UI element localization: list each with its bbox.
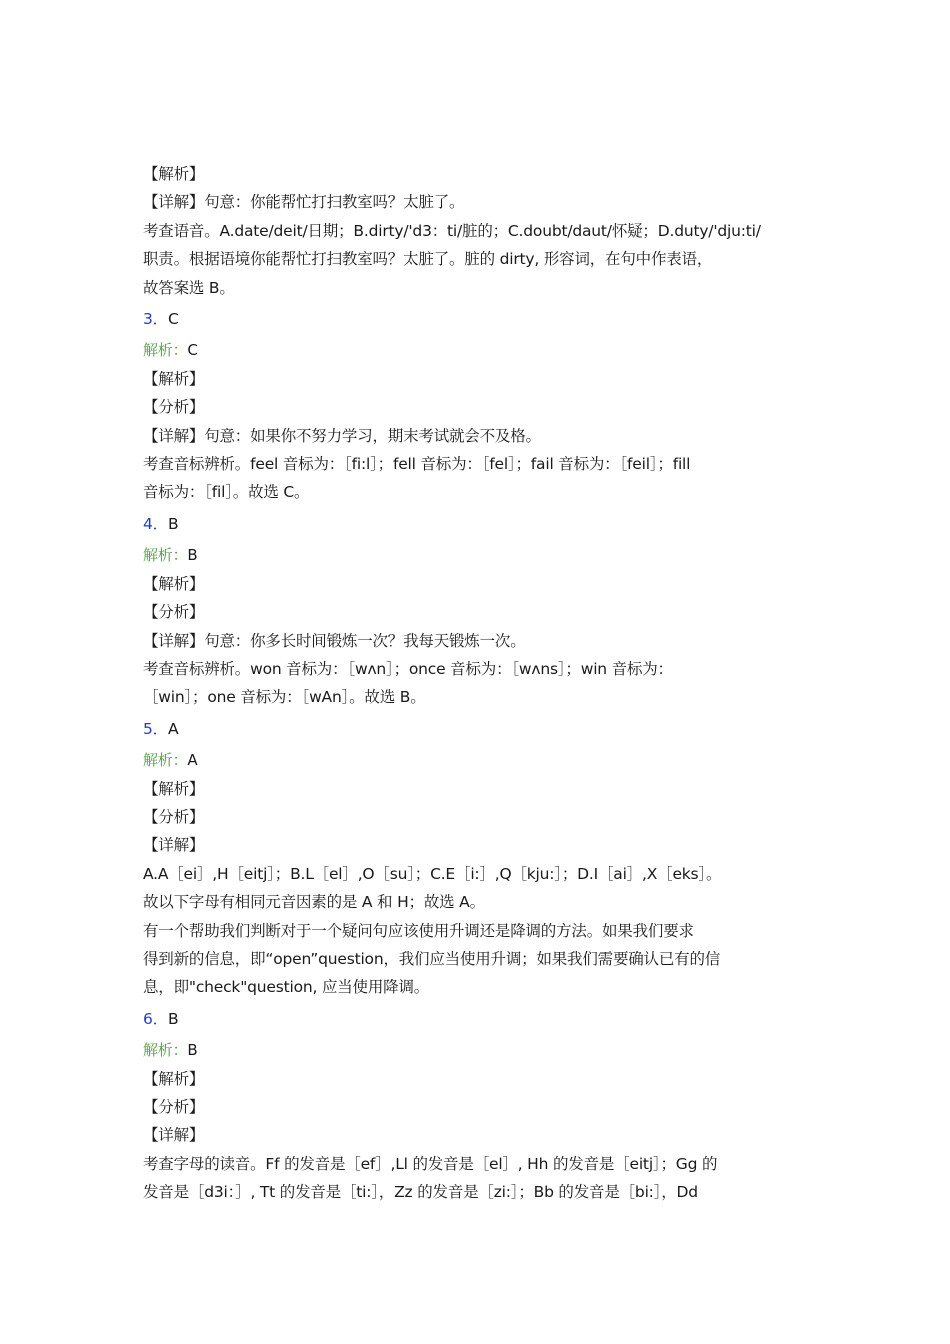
analysis-label: 解析： [143,341,188,360]
question-heading [143,715,783,743]
text-line: ［win］；one 音标为：［wAn］。故选 B。 [143,688,426,707]
question-heading [143,305,783,333]
analysis-answer: B [187,546,198,565]
analysis-answer: C [187,341,198,360]
question-heading [143,510,783,538]
text-line: 故答案选 B。 [143,278,235,297]
text-line: 【详解】 [143,836,205,855]
text-line: 考查音标辨析。won 音标为：［wʌn］；once 音标为：［wʌns］；win 音标为： [143,659,673,678]
question-answer: C [167,310,179,329]
analysis-line [143,541,783,569]
text-line: 考查语音。A.date/deit/日期；B.dirty/'d3：ti/脏的；C.doubt/daut/怀疑；D.duty/'dju:ti/ [143,221,761,240]
text-line: 职责。根据语境你能帮忙打扫教室吗？太脏了。脏的 dirty, 形容词，在句中作表语， [143,250,713,269]
question-number: 4． [143,514,168,533]
document-page [143,160,783,1207]
text-line: 息，即"check"question, 应当使用降调。 [143,978,430,997]
question-answer: A [167,719,179,738]
text-line: 发音是［d3i：］, Tt 的发音是［ti:］，Zz 的发音是［zi:］；Bb 的发音是［bi:］，Dd [143,1183,698,1202]
text-line: 【详解】 [143,1126,205,1145]
question-answer: B [167,1009,179,1028]
text-line: 【详解】句意：如果你不努力学习，期末考试就会不及格。 [143,426,541,445]
text-line: 【解析】 [143,165,205,183]
text-line: A.A［ei］,H［eitj］；B.L［el］,O［su］；C.E［i:］,Q［kju:］；D.I［ai］,X［eks］。 [143,864,722,883]
text-line: 【解析】 [143,1069,205,1088]
analysis-label: 解析： [143,1041,188,1060]
text-line: 【分析】 [143,603,205,622]
text-line: 【分析】 [143,807,205,826]
text-line: 【解析】 [143,574,205,593]
text-line: 考查音标辨析。feel 音标为：［fi:l］；fell 音标为：［fel］；fail 音标为：［feil］；fill [143,455,691,474]
text-line: 【详解】句意：你能帮忙打扫教室吗？太脏了。 [143,193,465,212]
analysis-line [143,1036,783,1064]
analysis-label: 解析： [143,546,188,565]
question-number: 3． [143,310,168,329]
text-line: 【分析】 [143,398,205,417]
text-line: 有一个帮助我们判断对于一个疑问句应该使用升调还是降调的方法。如果我们要求 [143,921,694,940]
analysis-line [143,746,783,774]
analysis-label: 解析： [143,751,188,770]
text-line: 故以下字母有相同元音因素的是 A 和 H；故选 A。 [143,893,485,912]
text-line: 【解析】 [143,369,205,388]
question-number: 6． [143,1009,168,1028]
text-line: 音标为：［fil］。故选 C。 [143,483,310,502]
text-line: 得到新的信息，即“open”question，我们应当使用升调；如果我们需要确认已有的信 [143,949,721,968]
text-line: 【解析】 [143,779,205,798]
analysis-answer: A [187,751,198,770]
question-answer: B [167,514,179,533]
question-number: 5． [143,719,168,738]
question-heading [143,1005,783,1033]
analysis-line [143,336,783,364]
text-line: 【详解】句意：你多长时间锻炼一次？我每天锻炼一次。 [143,631,526,650]
analysis-answer: B [187,1041,198,1060]
text-line: 考查字母的读音。Ff 的发音是［ef］,Ll 的发音是［el］, Hh 的发音是［eitj］；Gg 的 [143,1154,718,1173]
text-line: 【分析】 [143,1098,205,1116]
